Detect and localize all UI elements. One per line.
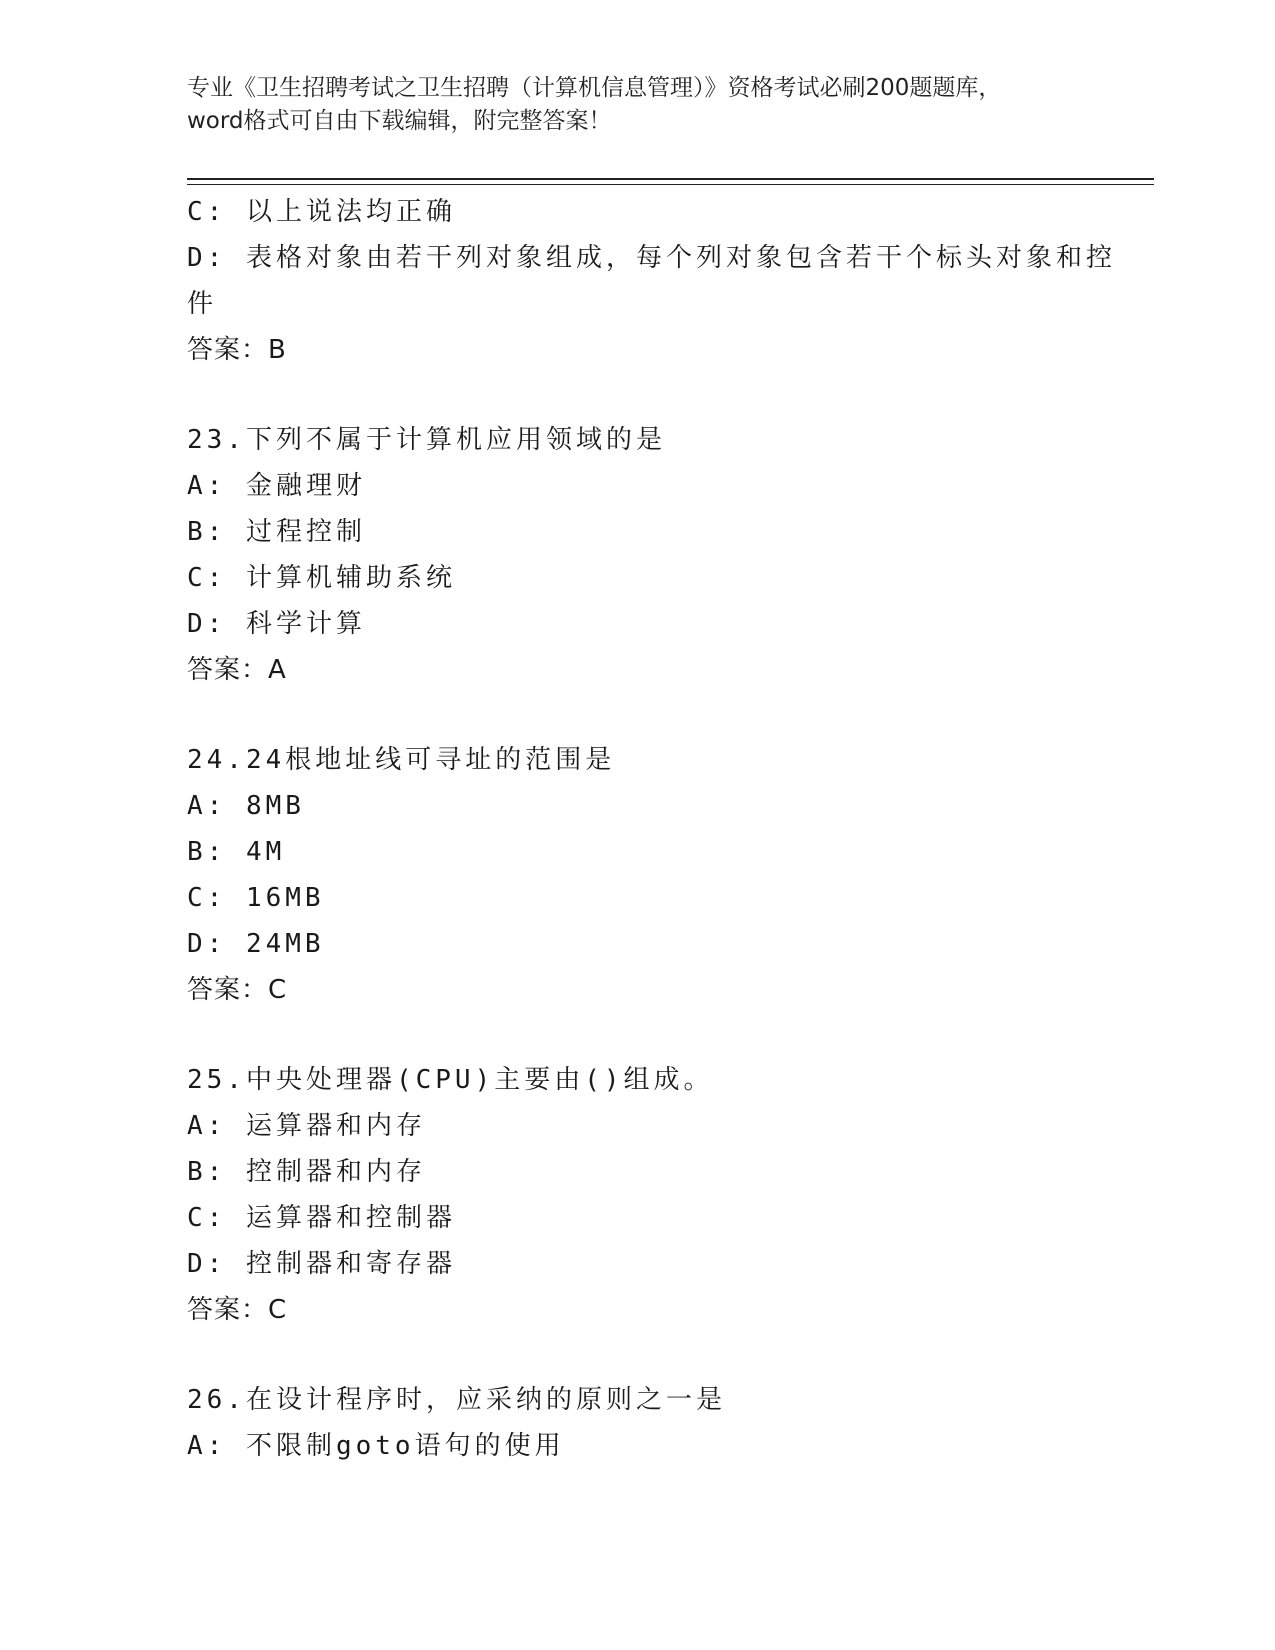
answer: 答案：C — [187, 1295, 288, 1325]
header-title-line-2: word格式可自由下载编辑，附完整答案！ — [187, 108, 612, 134]
spacer — [187, 1013, 1087, 1057]
option-a: A: 金融理财 — [187, 471, 366, 501]
option-d: D: 科学计算 — [187, 609, 366, 639]
question-24 — [187, 737, 1087, 1013]
question-title: 26.在设计程序时，应采纳的原则之一是 — [187, 1385, 726, 1415]
spacer — [187, 373, 1087, 417]
spacer — [187, 693, 1087, 737]
header-title-line-1: 专业《卫生招聘考试之卫生招聘（计算机信息管理）》资格考试必刷200题题库， — [187, 75, 1002, 101]
document-header — [187, 72, 1087, 138]
option-c: C: 以上说法均正确 — [187, 197, 456, 227]
question-title: 24.24根地址线可寻址的范围是 — [187, 745, 616, 775]
question-23 — [187, 417, 1087, 693]
question-list — [187, 189, 1116, 1469]
answer: 答案：B — [187, 335, 287, 365]
question-title: 23.下列不属于计算机应用领域的是 — [187, 425, 666, 455]
question-25 — [187, 1057, 1087, 1333]
option-d: D: 表格对象由若干列对象组成，每个列对象包含若干个标头对象和控 — [187, 243, 1116, 273]
option-c: C: 16MB — [187, 883, 325, 913]
option-c: C: 运算器和控制器 — [187, 1203, 456, 1233]
option-b: B: 控制器和内存 — [187, 1157, 426, 1187]
header-divider — [187, 178, 1154, 185]
answer: 答案：C — [187, 975, 288, 1005]
option-a: A: 不限制goto语句的使用 — [187, 1431, 565, 1461]
spacer — [187, 1333, 1087, 1377]
option-d: D: 控制器和寄存器 — [187, 1249, 456, 1279]
option-c: C: 计算机辅助系统 — [187, 563, 456, 593]
answer: 答案：A — [187, 655, 287, 685]
option-b: B: 4M — [187, 837, 286, 867]
question-title: 25.中央处理器(CPU)主要由()组成。 — [187, 1065, 714, 1095]
option-b: B: 过程控制 — [187, 517, 366, 547]
question-22-tail — [187, 189, 1116, 373]
option-a: A: 运算器和内存 — [187, 1111, 426, 1141]
option-d-continued: 件 — [187, 289, 218, 319]
question-26 — [187, 1377, 1087, 1469]
option-d: D: 24MB — [187, 929, 325, 959]
option-a: A: 8MB — [187, 791, 305, 821]
